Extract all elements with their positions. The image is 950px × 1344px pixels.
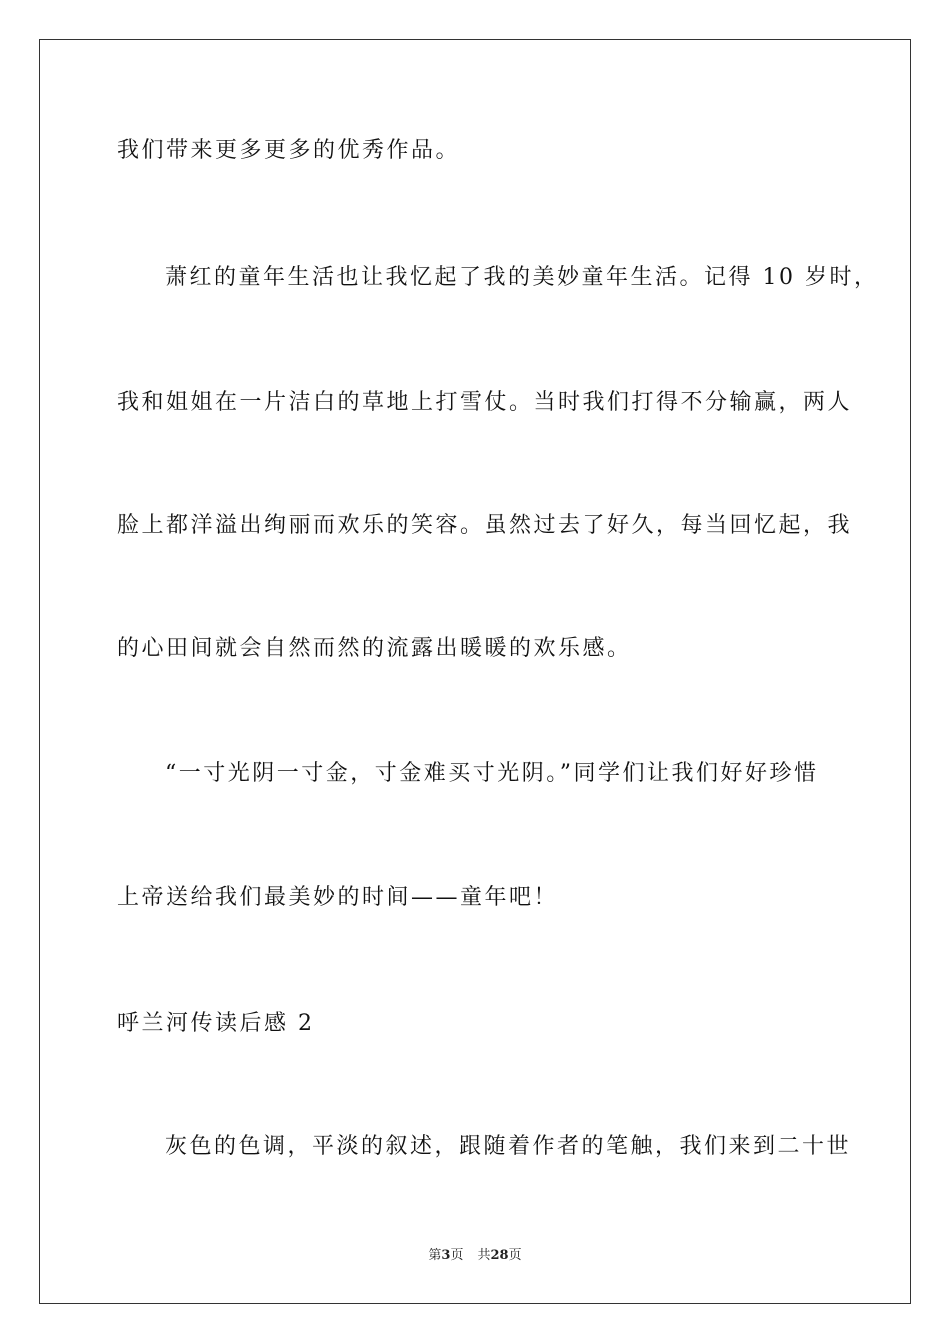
text-line-2: 萧红的童年生活也让我忆起了我的美妙童年生活。记得 10 岁时， [165, 265, 879, 290]
footer-page-number: 3 [441, 1248, 451, 1263]
text-line-8: 灰色的色调，平淡的叙述，跟随着作者的笔触，我们来到二十世 [165, 1134, 852, 1159]
text-line-4: 脸上都洋溢出绚丽而欢乐的笑容。虽然过去了好久，每当回忆起，我 [117, 513, 853, 538]
footer-page-suffix: 页 [450, 1248, 464, 1263]
footer-total-suffix: 页 [508, 1248, 522, 1263]
footer-total-pages: 28 [490, 1248, 509, 1263]
section-heading: 呼兰河传读后感 2 [117, 1011, 315, 1036]
text-line-7: 上帝送给我们最美妙的时间——童年吧！ [117, 885, 559, 910]
footer-page-prefix: 第 [428, 1248, 442, 1263]
page-footer [0, 1248, 950, 1264]
text-line-5: 的心田间就会自然而然的流露出暖暖的欢乐感。 [117, 636, 632, 661]
text-line-1: 我们带来更多更多的优秀作品。 [117, 138, 461, 163]
text-line-6: “一寸光阴一寸金，寸金难买寸光阴。”同学们让我们好好珍惜 [165, 761, 819, 786]
page-border [39, 39, 911, 1304]
text-line-3: 我和姐姐在一片洁白的草地上打雪仗。当时我们打得不分输赢，两人 [117, 390, 853, 415]
footer-total-prefix: 共 [477, 1248, 491, 1263]
